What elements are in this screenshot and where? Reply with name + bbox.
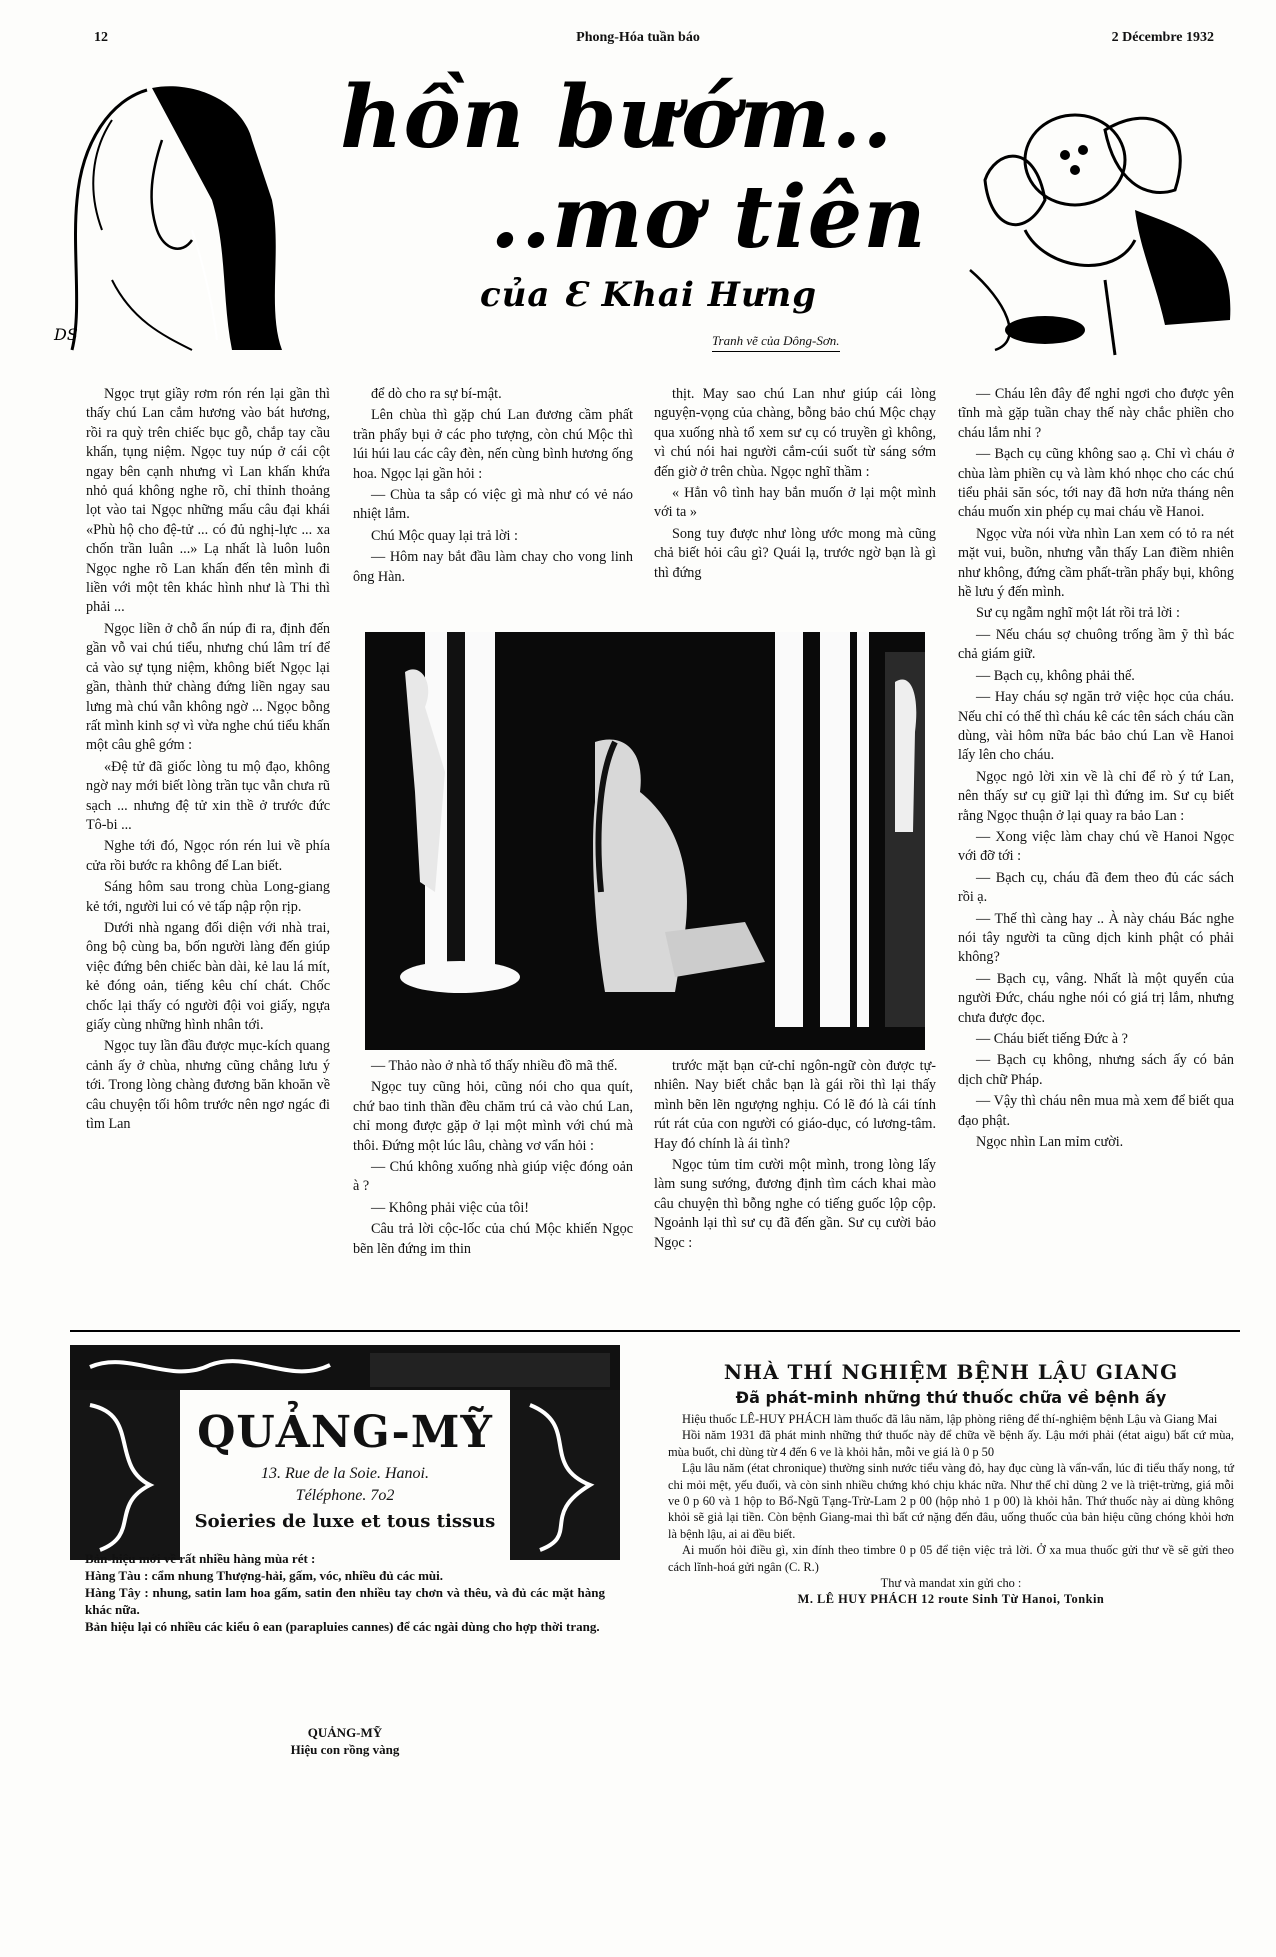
ad-line: Hàng Tàu : cẩm nhung Thượng-hải, gấm, vóc, nhiều đủ các mùi. <box>85 1568 444 1583</box>
shop-phone: Téléphone. 7o2 <box>295 1487 395 1504</box>
illustrator-signature: DS <box>54 325 78 344</box>
quang-my-advertisement <box>70 1345 620 1955</box>
paragraph: Câu trả lời cộc-lốc của chú Mộc khiến Ngọc bẽn lẽn đứng im thin <box>353 1221 633 1257</box>
ad-line: Bản-hiệu mới về rất nhiều hàng mùa rét : <box>85 1551 316 1566</box>
paragraph: — Cháu lên đây để nghỉ ngơi cho được yên tĩnh mà gặp tuần chay thế này chắc phiền cho cháu lắm nhỉ ? <box>958 386 1234 441</box>
shop-tagline: Soieries de luxe et tous tissus <box>194 1511 496 1532</box>
paragraph: — Bạch cụ, cháu đã đem theo đủ các sách rồi ạ. <box>958 869 1234 906</box>
shop-description <box>85 1550 605 1635</box>
praying-woman-illustration <box>52 80 302 355</box>
ad-paragraph: Hiệu thuốc LÊ-HUY PHÁCH làm thuốc đã lâu năm, lập phòng riêng để thí-nghiệm bệnh Lậu và Giang Mai <box>682 1412 1218 1426</box>
page-number: 12 <box>94 30 108 45</box>
paragraph: — Vậy thì cháu nên mua mà xem để biết qua đạo phật. <box>958 1093 1234 1129</box>
paragraph: « Hẳn vô tình hay bắn muốn ở lại một mình với ta » <box>654 485 936 521</box>
story-column-3-top <box>654 385 936 625</box>
ad-paragraph: Ai muốn hỏi điều gì, xin đính theo timbre 0 p 05 để tiện việc trả lời. Ở xa mua thuốc gửi thư về sẽ gửi theo cách lĩnh-hoá gửi ngân (C. R.) <box>668 1543 1234 1574</box>
paragraph: Ngọc vừa nói vừa nhìn Lan xem có tỏ ra nét mặt vui, buồn, nhưng vẫn thấy Lan điềm nhiên như không, đứng cầm phất-trần phẩy bụi, không hề lưu ý đến mình. <box>958 525 1234 601</box>
section-divider <box>70 1330 1240 1332</box>
paragraph: — Bạch cụ cũng không sao ạ. Chỉ vì cháu ở chùa làm phiền cụ và làm khó nhọc cho các chú tiểu phải săn sóc, tới nay đã hơn nửa tháng nên cháu muốn xin phép cụ mai cháu về Hanoi. <box>958 446 1234 521</box>
paragraph: — Thảo nào ở nhà tổ thấy nhiều đồ mã thế. <box>371 1058 618 1074</box>
paragraph: Sư cụ ngẫm nghĩ một lát rồi trả lời : <box>976 605 1180 622</box>
ad-line: Bản hiệu lại có nhiều các kiểu ô ean (parapluies cannes) để các ngài dùng cho hợp thời trang. <box>85 1619 600 1634</box>
paragraph: Dưới nhà ngang đối diện với nhà trai, ông bộ cùng ba, bốn người làng đến giúp việc đứng bên chiếc bàn dài, kẻ lau lá mít, kẻ đóng oản, tiếng kêu chí chát. Chốc chốc lại thấy có người đội voi giấy, ngựa giấy cùng những hình nhân tới. <box>86 919 330 1033</box>
clinic-address: M. LÊ HUY PHÁCH 12 route Sinh Từ Hanoi, Tonkin <box>797 1592 1105 1607</box>
paragraph: Ngọc liền ở chỗ ẩn núp đi ra, định đến gần vỗ vai chú tiểu, nhưng chú lâm trí để cả vào sự tụng niệm, không biết Ngọc lại gần, thành thử chàng đứng liền ngay sau lưng mà chú vẫn không ngờ ... Ngọc bỗng rất mình kinh sợ vì vừa nghe chú tiểu khấn một câu ghê gớm : <box>86 620 330 754</box>
ad-signature-sub: Hiệu con rồng vàng <box>290 1742 400 1757</box>
paragraph: — Không phải việc của tôi! <box>371 1199 529 1216</box>
shop-name: QUẢNG-MỸ <box>197 1407 493 1458</box>
ad-paragraph: Hồi năm 1931 đã phát minh những thứ thuốc này để chữa về bệnh ấy. Lậu mới phải (état aigu) bất cứ mùa, mùa buốt, chỉ dùng từ 4 đến 6 ve là khỏi hẳn, mỗi ve giá là 0 p 50 <box>668 1428 1234 1459</box>
paragraph: Ngọc ngỏ lời xin về là chỉ để rò ý tứ Lan, nên thấy sư cụ giữ lại thì đứng im. Sư cụ biết rằng Ngọc thuận ở lại quay ra bảo Lan : <box>958 768 1234 824</box>
story-column-2-bottom <box>353 1057 633 1317</box>
paragraph: thịt. May sao chú Lan như giúp cái lòng nguyện-vọng của chàng, bỗng bảo chú Mộc chạy qua xuống nhà tổ xem sư cụ có truyền gì không, vì chú nói hai người cắm-cúi suốt từ sáng sớm đến giờ ở trên chùa. Ngọc nghĩ thầm : <box>654 386 936 480</box>
paragraph: Lên chùa thì gặp chú Lan đương cầm phất trần phẩy bụi ở các pho tượng, còn chú Mộc thì lúi húi lau các cây đèn, nến cùng bình hương ống hoa. Ngọc lại gần hỏi : <box>353 407 633 482</box>
paragraph: Ngọc trụt giầy rơm rón rén lại gần thì thấy chú Lan cắm hương vào bát hương, rồi ra quỳ trên chiếc bục gỗ, chắp tay cầu khấn, tụng niệm. Ngọc tuy núp ở cái cột ngay bên cạnh nhưng vì Lan khấn khứa nhỏ quá không nghe rõ, chỉ thỉnh thoảng lọt vào tai Ngọc những mẩu câu đại khái «Phù hộ cho đệ-tử ... có đủ nghị-lực ... xa chốn trần luân ...» Lạ nhất là luôn luôn Ngọc nghe rõ Lan khấn đến tên mình đi liền với một tên khác hình như là Thi thì phải ... <box>86 386 330 616</box>
paragraph: — Xong việc làm chay chú về Hanoi Ngọc với đỡ tới : <box>958 828 1234 865</box>
paragraph: — Thế thì càng hay .. À này cháu Bác nghe nói tây người ta cũng dịch kinh phật có phải không? <box>958 910 1234 966</box>
pagoda-scene-illustration <box>365 632 925 1050</box>
paragraph: Song tuy được như lòng ước mong mà cũng chả biết hỏi câu gì? Quái lạ, trước ngờ bạn là gì thì đứng <box>654 525 936 581</box>
paragraph: — Chùa ta sắp có việc gì mà như có vẻ náo nhiệt lắm. <box>353 487 633 523</box>
paragraph: trước mặt bạn cử-chỉ ngôn-ngữ còn được tự-nhiên. Nay biết chắc bạn là gái rồi thì lại thấy mình bẽn lẽn ngượng nghịu. Có lẽ đó là cái tính rút rát của con người có giáo-dục, có lương-tâm. Hay đó chính là ái tình? <box>654 1058 936 1152</box>
clinic-headline: NHÀ THÍ NGHIỆM BỆNH LẬU GIANG <box>723 1360 1179 1384</box>
lotus-illustration <box>965 90 1240 360</box>
story-title-line2: ..mơ tiên <box>490 167 927 268</box>
clinic-subhead: Đã phát-minh những thứ thuốc chữa về bệnh ấy <box>735 1388 1167 1407</box>
paragraph: — Bạch cụ, không phải thế. <box>976 667 1135 684</box>
paragraph: Ngọc nhìn Lan mỉm cười. <box>976 1134 1124 1151</box>
ad-paragraph: Thư và mandat xin gửi cho : <box>880 1576 1022 1591</box>
publication-name: Phong-Hóa tuần báo <box>576 30 700 45</box>
story-column-3-bottom <box>654 1057 936 1317</box>
clinic-body <box>668 1411 1234 1608</box>
shop-address: 13. Rue de la Soie. Hanoi. <box>261 1465 429 1482</box>
paragraph: — Nếu cháu sợ chuông trống ầm ỹ thì bác chả giám giữ. <box>958 626 1234 663</box>
issue-date: 2 Décembre 1932 <box>1111 30 1214 45</box>
illustration-credit: Tranh vẽ của Dông-Sơn. <box>712 333 840 352</box>
paragraph: để dò cho ra sự bí-mật. <box>371 386 502 402</box>
ad-line: Hàng Tây : nhung, satin lam hoa gấm, satin đen nhiều tay chơn và thêu, và đủ các mặt hàng khác nữa. <box>85 1585 605 1617</box>
story-column-1 <box>86 385 330 1315</box>
paragraph: Ngọc tuy lần đầu được mục-kích quang cảnh ấy ở chùa, nhưng cũng chẳng lưu ý tới. Trong lòng chàng đương băn khoăn về câu chuyện tối hôm trước nên ngơ ngác đi tìm Lan <box>86 1038 330 1133</box>
paragraph: — Hay cháu sợ ngăn trở việc học của cháu. Nếu chỉ có thế thì cháu kê các tên sách cháu cần dùng, vài hôm nữa bác bảo chú Lan về Hanoi lấy lên cho cháu. <box>958 689 1234 764</box>
paragraph: Ngọc tuy cũng hỏi, cũng nói cho qua quít, chứ bao tinh thần đều chăm trú cả vào chú Lan, chỉ mong được gặp ở lại một mình với chú mà thôi. Đứng một lúc lâu, chàng vơ vẩn hỏi : <box>353 1079 633 1154</box>
paragraph: — Bạch cụ không, nhưng sách ấy có bản dịch chữ Pháp. <box>958 1052 1234 1088</box>
paragraph: Nghe tới đó, Ngọc rón rén lui về phía cửa rồi bước ra không để Lan biết. <box>86 838 330 874</box>
paragraph: — Bạch cụ, vâng. Nhất là một quyển của người Đức, cháu nghe nói có giá trị lắm, nhưng chưa được đọc. <box>958 970 1234 1026</box>
paragraph: Sáng hôm sau trong chùa Long-giang kẻ tới, người lui có vẻ tấp nập rộn rịp. <box>86 879 330 915</box>
ad-paragraph: Lậu lâu năm (état chronique) thường sinh nước tiểu vàng đỏ, hay đục cùng là vẩn-vẩn, lúc đi tiểu thấy nong, tứ chi mỏi mệt, yếu đuối, và còn sinh nhiều chứng khó chịu khác nữa. Như thế chỉ dùng 2 ve là triệt-trừng, giá mỗi ve 0 p 60 và 1 hộp to Bổ-Ngũ Tạng-Trừ-Lam 2 p 00 (hộp nhỏ 1 p 00) là khỏi hẳn. Thứ thuốc này ai dùng không khỏi sẽ giả lại tiền. Còn bệnh Giang-mai thì bất cứ nặng đến đâu, uống thuốc của bản hiệu cũng chóng khỏi hơn là bệnh lậu, ai ai đều biết. <box>668 1461 1234 1541</box>
ad-signature: QUẢNG-MỸ <box>307 1725 383 1740</box>
story-author: của Ɛ Khai Hưng <box>480 275 818 315</box>
paragraph: «Đệ tử đã giốc lòng tu mộ đạo, không ngờ nay mới biết lòng trần tục vẫn chưa rũ sạch ... nhưng đệ tử xin thề ở trước đức Tô-bi ... <box>86 758 330 833</box>
paragraph: Chú Mộc quay lại trả lời : <box>371 527 518 544</box>
story-column-2-top <box>353 385 633 625</box>
paragraph: — Chú không xuống nhà giúp việc đóng oản à ? <box>353 1159 633 1195</box>
clinic-advertisement <box>668 1360 1234 1780</box>
story-column-4 <box>958 385 1234 1317</box>
paragraph: Ngọc tủm tỉm cười một mình, trong lòng lấy làm sung sướng, đương định tìm cách khai mào câu chuyện thì bỗng nghe có tiếng guốc lộp cộp. Ngoảnh lại thì sư cụ đã đến gần. Sư cụ cười bảo Ngọc : <box>654 1157 936 1251</box>
paragraph: — Cháu biết tiếng Đức à ? <box>976 1031 1128 1047</box>
story-title-line1: hồn bướm.. <box>340 67 894 168</box>
paragraph: — Hôm nay bắt đầu làm chay cho vong linh ông Hàn. <box>353 549 633 585</box>
